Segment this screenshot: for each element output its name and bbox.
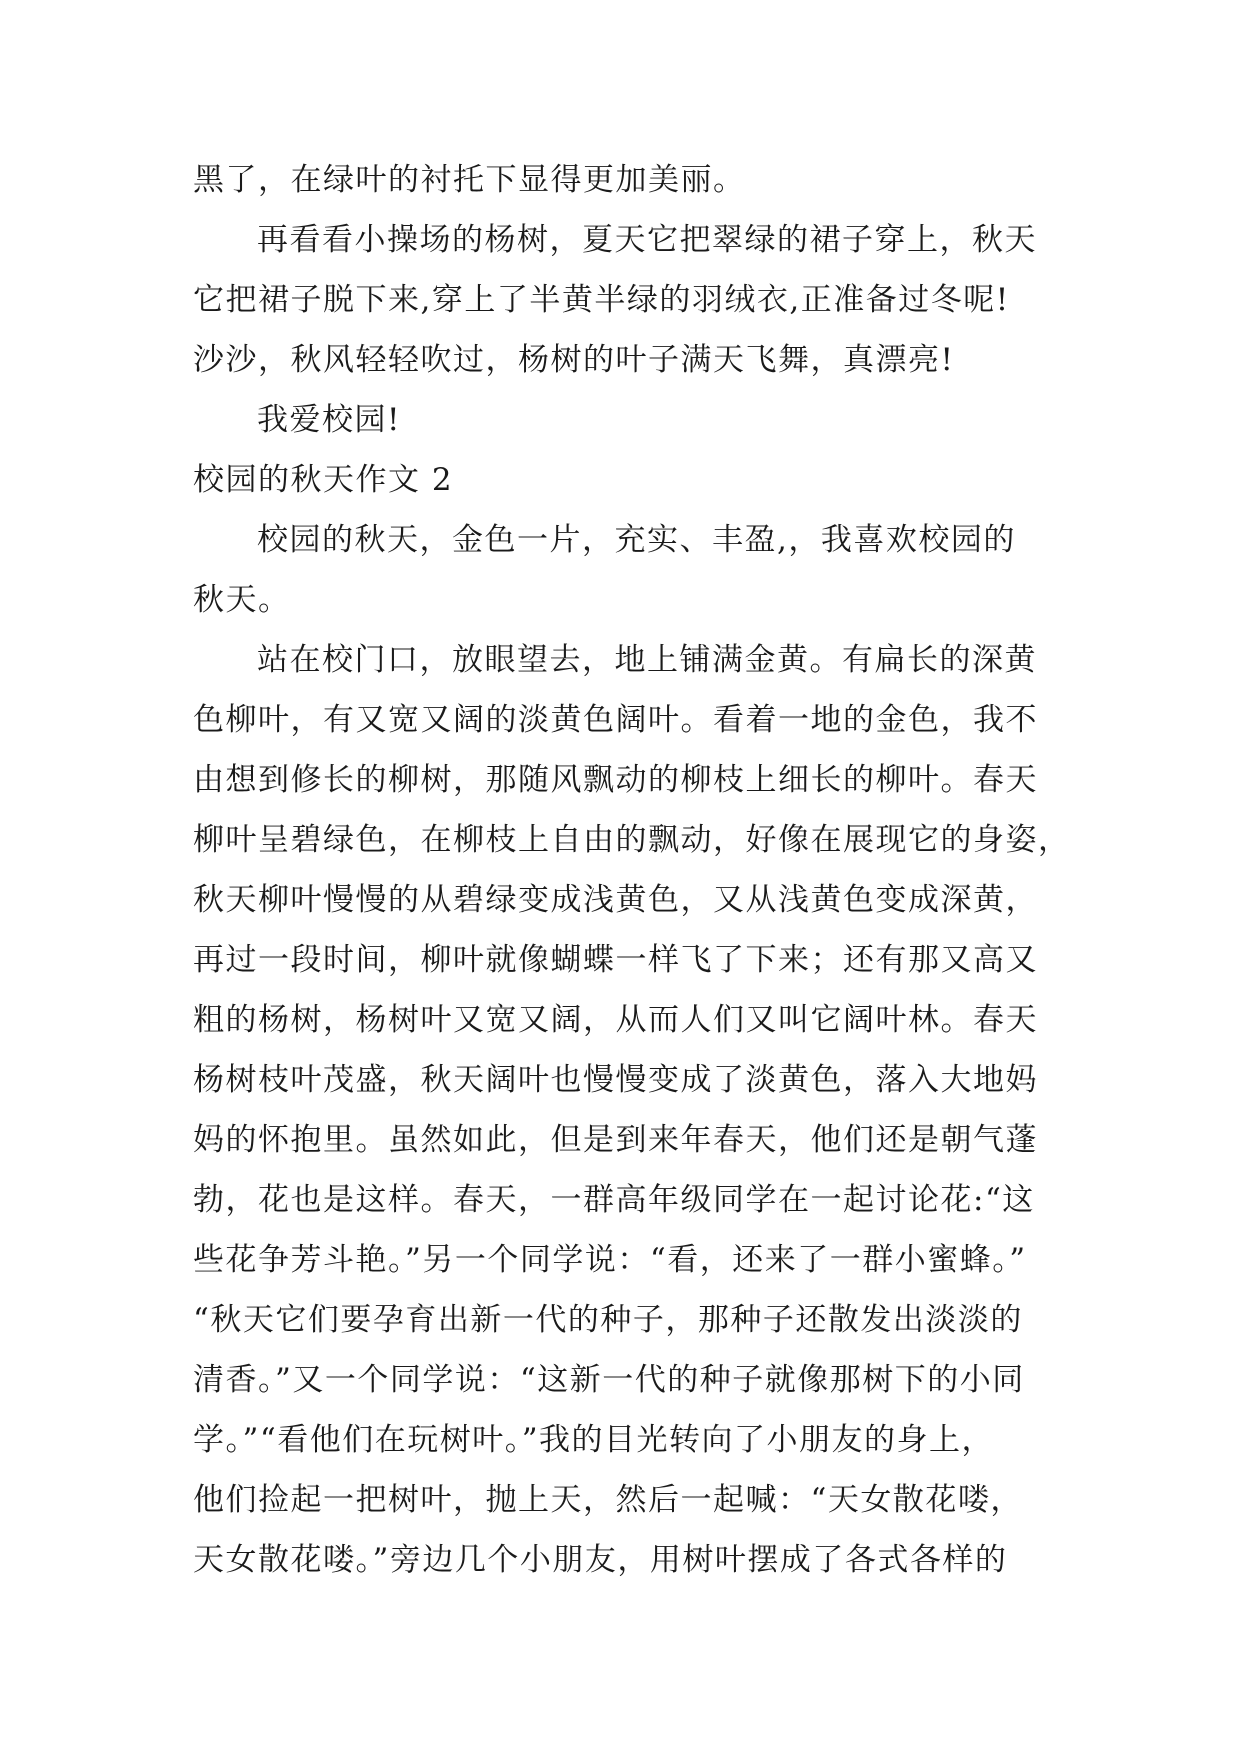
section-heading: 校园的秋天作文 2	[193, 462, 454, 498]
text-line: 勃，花也是这样。春天，一群高年级同学在一起讨论花:“这	[193, 1182, 1035, 1218]
document-body	[193, 150, 1071, 1590]
text-line: 由想到修长的柳树，那随风飘动的柳枝上细长的柳叶。春天	[193, 762, 1038, 798]
text-line: 秋天柳叶慢慢的从碧绿变成浅黄色，又从浅黄色变成深黄，	[193, 882, 1038, 918]
text-line: 黑了，在绿叶的衬托下显得更加美丽。	[193, 162, 746, 198]
text-line: “秋天它们要孕育出新一代的种子，那种子还散发出淡淡的	[193, 1302, 1023, 1338]
text-line: 柳叶呈碧绿色，在柳枝上自由的飘动，好像在展现它的身姿，	[193, 822, 1071, 858]
text-line: 妈的怀抱里。虽然如此，但是到来年春天，他们还是朝气蓬	[193, 1122, 1038, 1158]
text-line: 清香。”又一个同学说：“这新一代的种子就像那树下的小同	[193, 1362, 1025, 1398]
text-line: 秋天。	[193, 582, 291, 618]
text-line: 沙沙，秋风轻轻吹过，杨树的叶子满天飞舞，真漂亮!	[193, 342, 955, 378]
text-line: 天女散花喽。”旁边几个小朋友，用树叶摆成了各式各样的	[193, 1542, 1008, 1578]
text-line: 站在校门口，放眼望去，地上铺满金黄。有扁长的深黄	[257, 642, 1037, 678]
text-line: 他们捡起一把树叶，抛上天，然后一起喊：“天女散花喽，	[193, 1482, 1023, 1518]
text-line: 再过一段时间，柳叶就像蝴蝶一样飞了下来；还有那又高又	[193, 942, 1038, 978]
text-line: 校园的秋天，金色一片，充实、丰盈,，我喜欢校园的	[257, 522, 1016, 558]
text-line: 粗的杨树，杨树叶又宽又阔，从而人们又叫它阔叶林。春天	[193, 1002, 1038, 1038]
text-line: 再看看小操场的杨树，夏天它把翠绿的裙子穿上，秋天	[257, 222, 1037, 258]
text-line: 些花争芳斗艳。”另一个同学说：“看，还来了一群小蜜蜂。”	[193, 1242, 1027, 1278]
text-line: 杨树枝叶茂盛，秋天阔叶也慢慢变成了淡黄色，落入大地妈	[193, 1062, 1038, 1098]
text-line: 它把裙子脱下来,穿上了半黄半绿的羽绒衣,正准备过冬呢!	[193, 282, 1010, 318]
text-line: 色柳叶，有又宽又阔的淡黄色阔叶。看着一地的金色，我不	[193, 702, 1038, 738]
text-line: 学。”“看他们在玩树叶。”我的目光转向了小朋友的身上，	[193, 1422, 995, 1458]
text-line: 我爱校园!	[257, 402, 401, 438]
